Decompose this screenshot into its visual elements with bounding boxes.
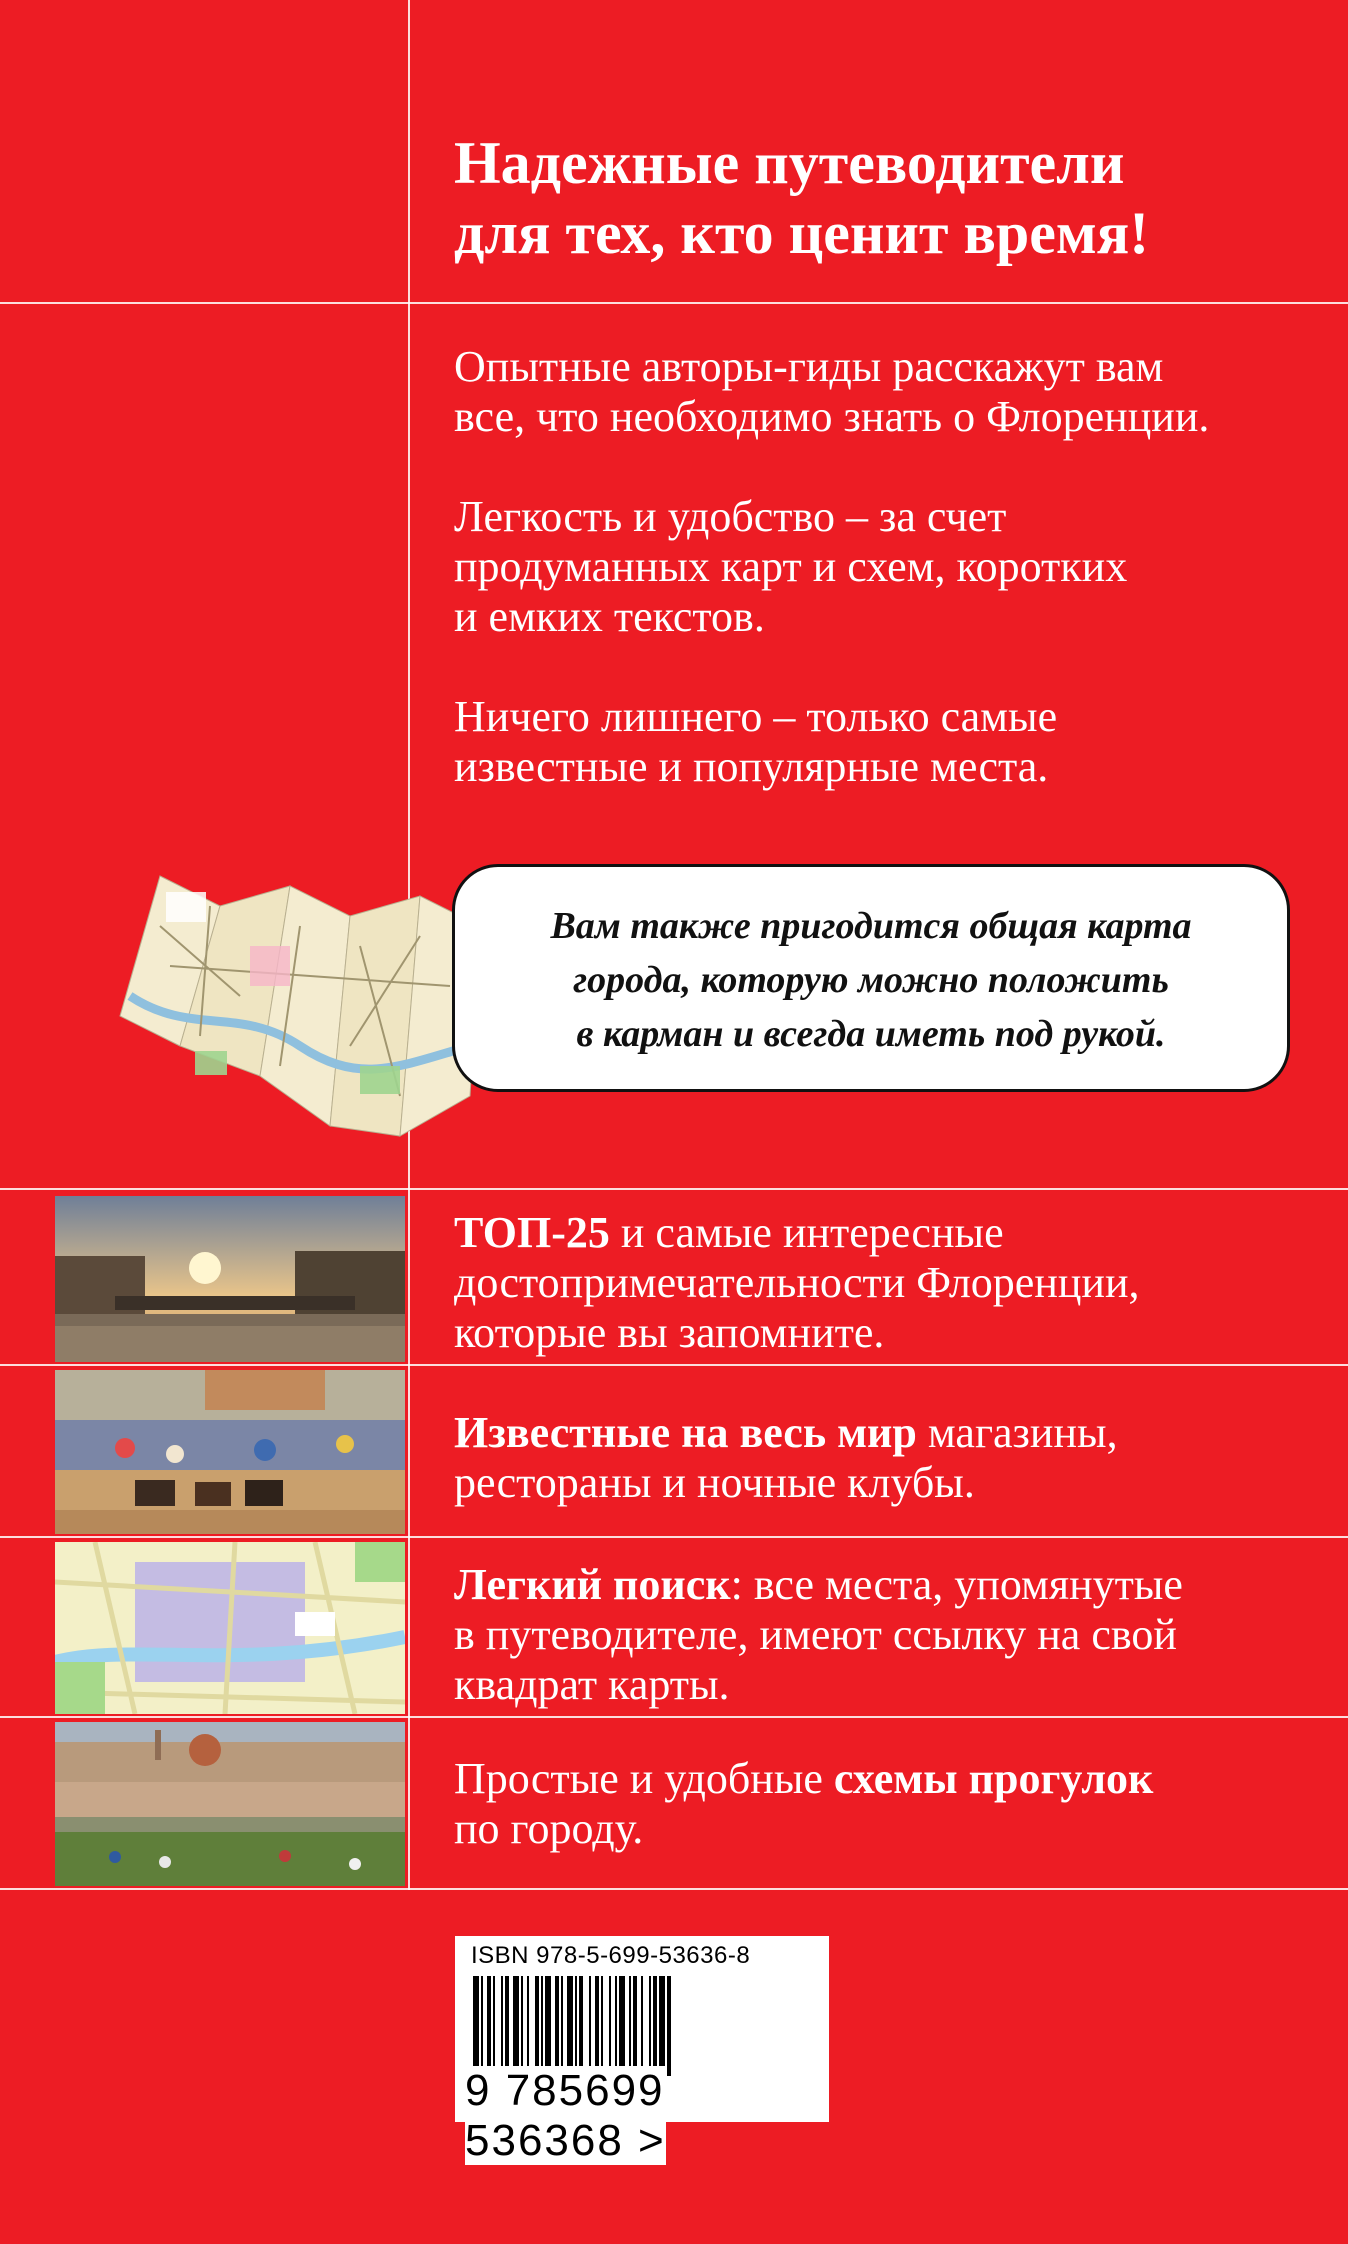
divider-feature-1 bbox=[0, 1364, 1348, 1366]
barcode-bar bbox=[633, 1976, 637, 2076]
isbn-number: ISBN 978-5-699-53636-8 bbox=[471, 1942, 751, 1969]
title-line-2: для тех, кто ценит время! bbox=[454, 200, 1150, 266]
barcode-bar bbox=[567, 1976, 573, 2076]
pocket-map-callout: Вам также пригодится общая карта города, которую можно положить в карман и всегда иметь под рукой. bbox=[452, 864, 1290, 1092]
barcode-bar bbox=[659, 1976, 665, 2076]
folded-map-illustration bbox=[100, 846, 500, 1166]
barcode-bar bbox=[589, 1976, 591, 2076]
barcode-bar bbox=[619, 1976, 625, 2076]
barcode-bars bbox=[473, 1976, 813, 2076]
photo-palio-horse-race bbox=[55, 1370, 405, 1534]
barcode-bar bbox=[641, 1976, 643, 2076]
divider-heading bbox=[0, 302, 1348, 304]
barcode-bar bbox=[473, 1976, 479, 2076]
feature-easy-search: Легкий поиск: все места, упомянутые в путеводителе, имеют ссылку на свой квадрат карты. bbox=[454, 1560, 1183, 1709]
intro-paragraph-nothing-extra: Ничего лишнего – только самые известные и популярные места. bbox=[454, 692, 1058, 791]
barcode-bar bbox=[609, 1976, 611, 2076]
isbn-barcode bbox=[455, 1936, 829, 2165]
barcode-bar bbox=[561, 1976, 563, 2076]
photo-city-map-detail bbox=[55, 1542, 405, 1714]
barcode-bar bbox=[555, 1976, 559, 2076]
divider-feature-3 bbox=[0, 1716, 1348, 1718]
barcode-bar bbox=[505, 1976, 509, 2076]
barcode-bar bbox=[545, 1976, 551, 2076]
title-line-1: Надежные путеводители bbox=[454, 130, 1125, 196]
divider-feature-4 bbox=[0, 1888, 1348, 1890]
ean-digits: 9 785699 536368 > bbox=[465, 2066, 666, 2165]
barcode-bar bbox=[527, 1976, 529, 2076]
barcode-bar bbox=[667, 1976, 671, 2076]
feature-top25: ТОП-25 и самые интересные достопримечательности Флоренции, которые вы запомните. bbox=[454, 1208, 1140, 1357]
barcode-bar bbox=[579, 1976, 583, 2076]
barcode-bar bbox=[513, 1976, 519, 2076]
barcode-bar bbox=[575, 1976, 577, 2076]
barcode-bar bbox=[493, 1976, 495, 2076]
divider-intro bbox=[0, 1188, 1348, 1190]
intro-paragraph-ease: Легкость и удобство – за счет продуманных карт и схем, коротких и емких текстов. bbox=[454, 492, 1128, 641]
divider-feature-2 bbox=[0, 1536, 1348, 1538]
barcode-bar bbox=[601, 1976, 603, 2076]
feature-shops-restaurants: Известные на весь мир магазины, рестораны и ночные клубы. bbox=[454, 1408, 1118, 1507]
barcode-bar bbox=[649, 1976, 651, 2076]
barcode-bar bbox=[521, 1976, 523, 2076]
barcode-bar bbox=[541, 1976, 543, 2076]
feature-walking-routes: Простые и удобные схемы прогулок по городу. bbox=[454, 1754, 1154, 1853]
page-title bbox=[454, 128, 1314, 268]
barcode-bar bbox=[487, 1976, 491, 2076]
barcode-bar bbox=[501, 1976, 503, 2076]
barcode-bar bbox=[615, 1976, 617, 2076]
intro-paragraph-authors: Опытные авторы-гиды расскажут вам все, что необходимо знать о Флоренции. bbox=[454, 342, 1210, 441]
photo-florence-panorama bbox=[55, 1722, 405, 1886]
barcode-bar bbox=[535, 1976, 539, 2076]
barcode-bar bbox=[595, 1976, 599, 2076]
barcode-bar bbox=[481, 1976, 483, 2076]
photo-arno-sunset bbox=[55, 1196, 405, 1362]
barcode-bar bbox=[629, 1976, 631, 2076]
barcode-bar bbox=[653, 1976, 657, 2076]
